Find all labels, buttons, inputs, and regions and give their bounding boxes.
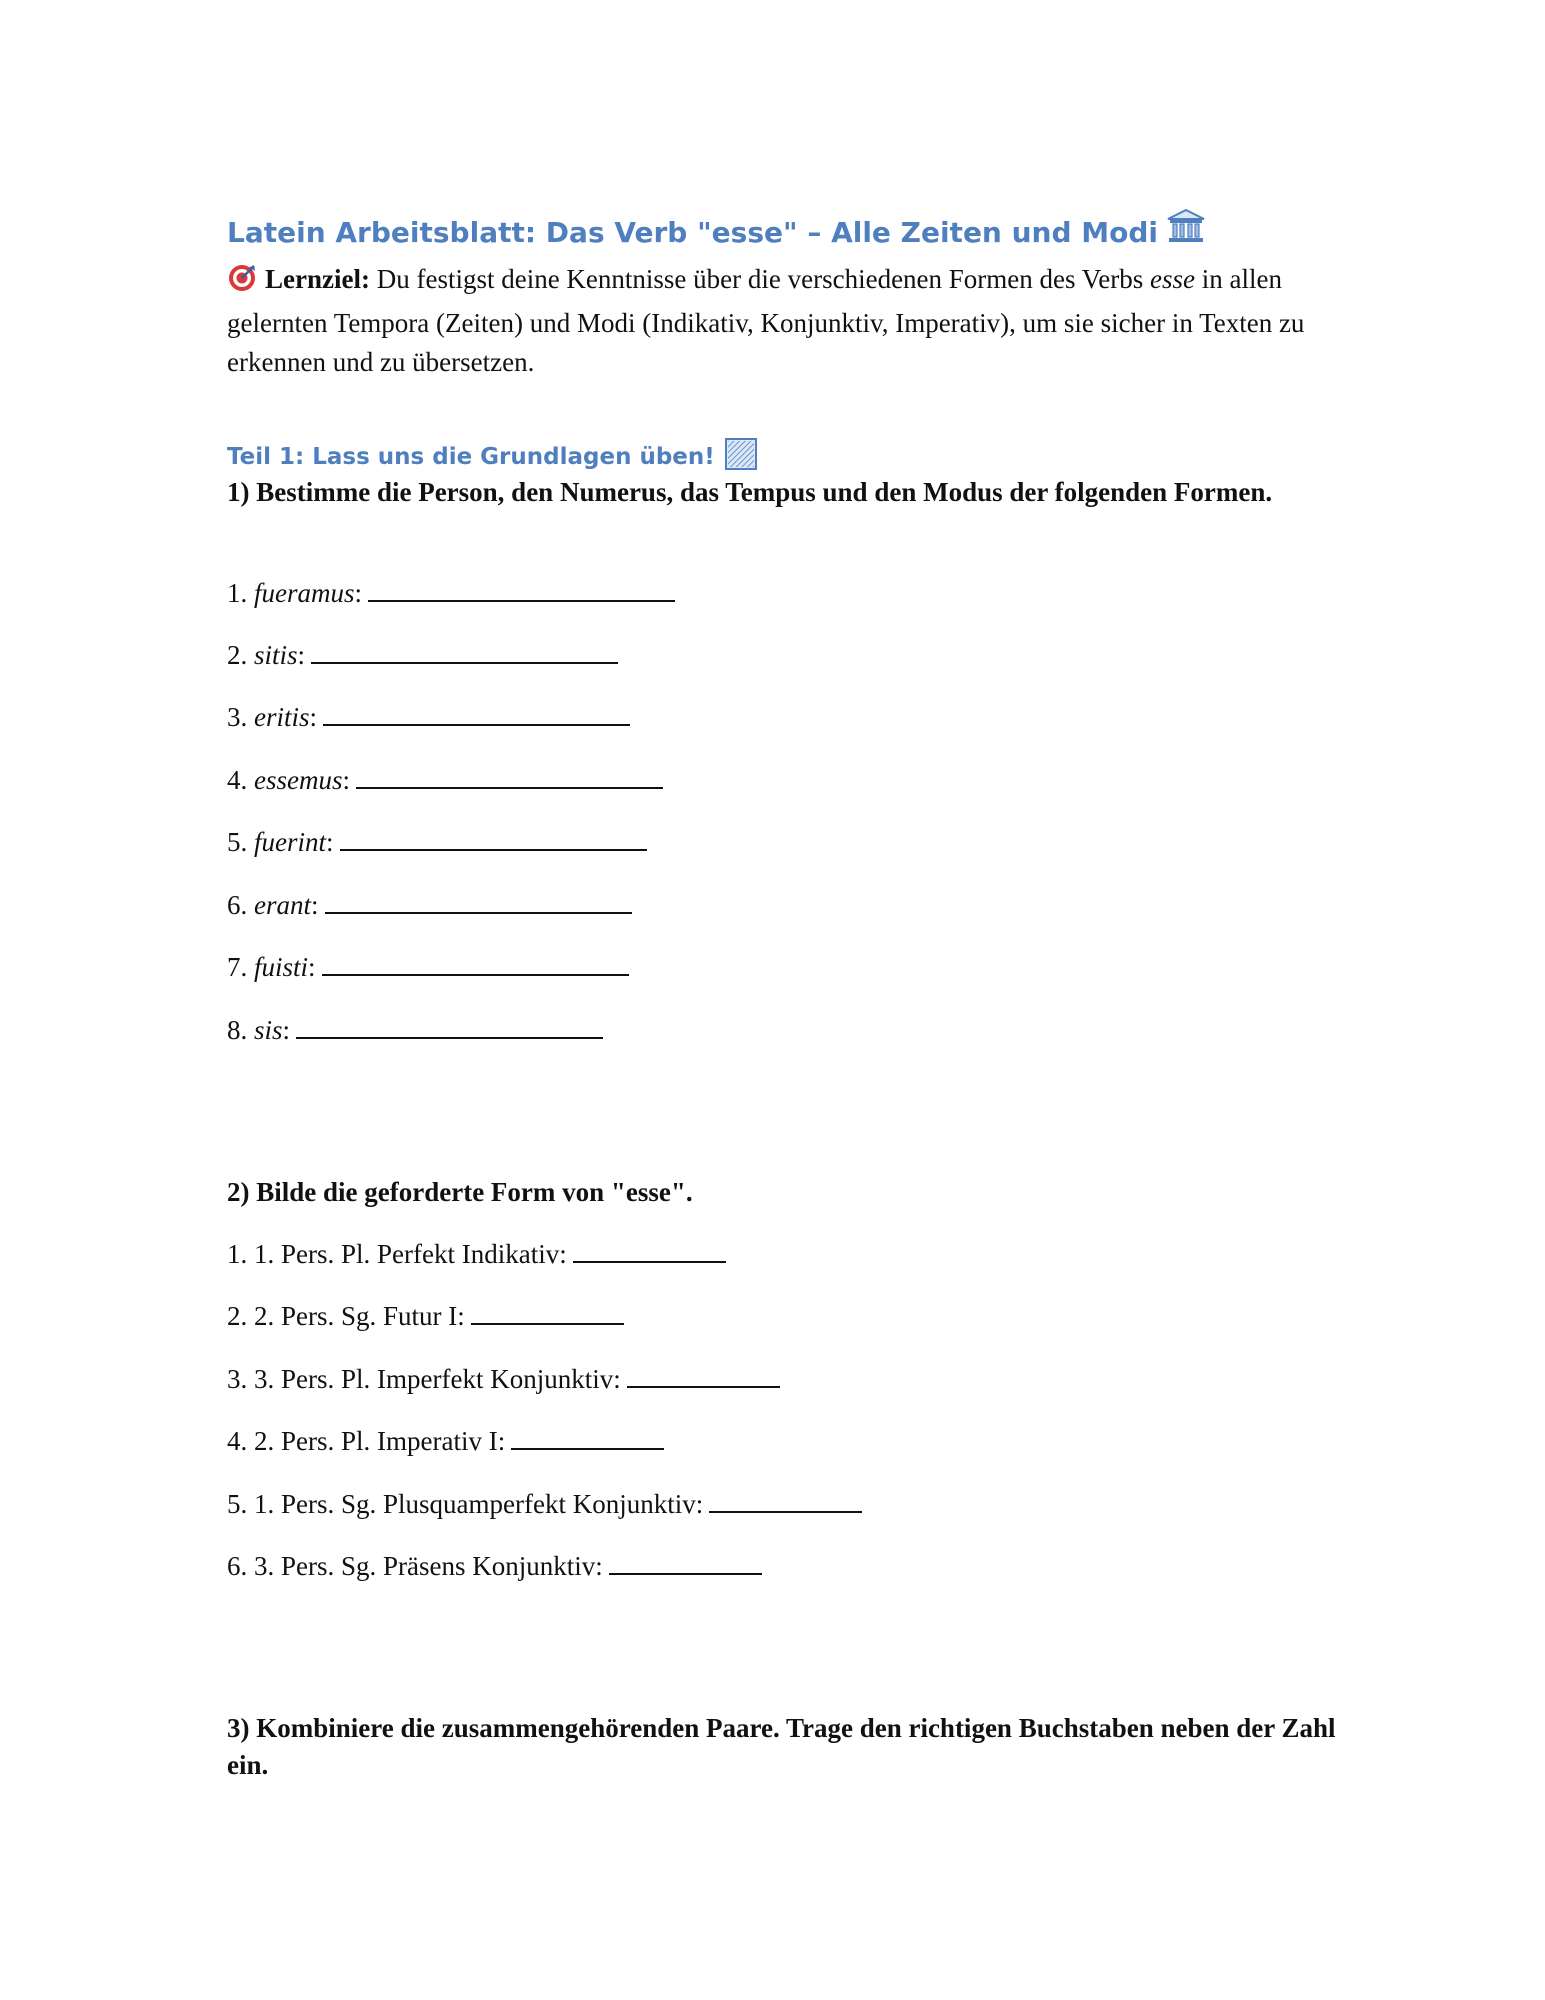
- item-number: 1.: [227, 578, 248, 608]
- form-prompt: 2. Pers. Sg. Futur I:: [254, 1301, 465, 1331]
- task1-instruction: 1) Bestimme die Person, den Numerus, das Tempus und den Modus der folgenden Formen.: [227, 477, 1273, 507]
- item-number: 2.: [227, 640, 248, 670]
- answer-line[interactable]: [368, 576, 675, 602]
- task3-instruction: 3) Kombiniere die zusammengehörenden Paare. Trage den richtigen Buchstaben neben der Zahl ein.: [227, 1713, 1336, 1780]
- learning-goal: [227, 260, 1337, 382]
- answer-line[interactable]: [311, 638, 618, 664]
- task2-item-4: [227, 1423, 664, 1459]
- verb-form: fueramus: [254, 578, 355, 608]
- form-prompt: 3. Pers. Sg. Präsens Konjunktiv:: [254, 1551, 603, 1581]
- worksheet-title: [227, 208, 1337, 260]
- task2-item-1: [227, 1236, 726, 1272]
- classical-building-icon: [1166, 208, 1206, 260]
- answer-line[interactable]: [340, 825, 647, 851]
- answer-line[interactable]: [322, 950, 629, 976]
- answer-line[interactable]: [471, 1299, 624, 1325]
- form-prompt: 3. Pers. Pl. Imperfekt Konjunktiv:: [254, 1364, 621, 1394]
- verb-form: essemus: [254, 765, 343, 795]
- task2-item-5: [227, 1486, 862, 1522]
- answer-line[interactable]: [627, 1362, 780, 1388]
- goal-text-after: in allen gelernten Tempora (Zeiten) und Modi (Indikativ, Konjunktiv, Imperativ), um sie sicher in Texten zu erkennen und zu übersetzen.: [227, 264, 1305, 377]
- task2-item-2: [227, 1298, 624, 1334]
- task1-item-4: 4. essemus:: [227, 762, 663, 798]
- item-number: 4.: [227, 765, 248, 795]
- item-number: 3.: [227, 1364, 248, 1394]
- form-prompt: 1. Pers. Sg. Plusquamperfekt Konjunktiv:: [254, 1489, 704, 1519]
- answer-line[interactable]: [609, 1549, 762, 1575]
- verb-form: eritis: [254, 702, 310, 732]
- task1-item-3: 3. eritis:: [227, 699, 630, 735]
- task1-item-8: 8. sis:: [227, 1012, 603, 1048]
- task1-item-6: 6. erant:: [227, 887, 632, 923]
- verb-form: fuerint: [254, 827, 326, 857]
- answer-line[interactable]: [356, 763, 663, 789]
- item-number: 7.: [227, 952, 248, 982]
- item-number: 5.: [227, 827, 248, 857]
- answer-line[interactable]: [323, 700, 630, 726]
- verb-form: sitis: [254, 640, 298, 670]
- task2-item-3: [227, 1361, 780, 1397]
- task2-item-6: [227, 1548, 762, 1584]
- title-text: Latein Arbeitsblatt: Das Verb "esse" – Alle Zeiten und Modi: [227, 216, 1159, 249]
- goal-text-before: Du festigst deine Kenntnisse über die verschiedenen Formen des Verbs: [369, 264, 1151, 294]
- answer-line[interactable]: [325, 888, 632, 914]
- worksheet-page: [227, 208, 1337, 1780]
- item-number: 2.: [227, 1301, 248, 1331]
- target-icon: [227, 263, 257, 304]
- item-number: 3.: [227, 702, 248, 732]
- item-number: 8.: [227, 1015, 248, 1045]
- verb-form: sis: [254, 1015, 283, 1045]
- answer-line[interactable]: [573, 1237, 726, 1263]
- part1-heading-text: Teil 1: Lass uns die Grundlagen üben!: [227, 444, 715, 470]
- task1-item-2: 2. sitis:: [227, 637, 618, 673]
- item-number: 6.: [227, 890, 248, 920]
- item-number: 6.: [227, 1551, 248, 1581]
- item-number: 5.: [227, 1489, 248, 1519]
- form-prompt: 2. Pers. Pl. Imperativ I:: [254, 1426, 506, 1456]
- verb-form: erant: [254, 890, 311, 920]
- task2-instruction: 2) Bilde die geforderte Form von "esse".: [227, 1177, 693, 1207]
- task1-item-7: 7. fuisti:: [227, 949, 629, 985]
- task1-item-1: 1. fueramus:: [227, 575, 675, 611]
- item-number: 1.: [227, 1239, 248, 1269]
- answer-line[interactable]: [296, 1013, 603, 1039]
- answer-line[interactable]: [709, 1487, 862, 1513]
- verb-form: fuisti: [254, 952, 309, 982]
- item-number: 4.: [227, 1426, 248, 1456]
- goal-label: Lernziel:: [265, 264, 370, 294]
- goal-text-italic: esse: [1150, 264, 1196, 294]
- form-prompt: 1. Pers. Pl. Perfekt Indikativ:: [254, 1239, 567, 1269]
- answer-line[interactable]: [511, 1424, 664, 1450]
- task1-item-5: 5. fuerint:: [227, 824, 647, 860]
